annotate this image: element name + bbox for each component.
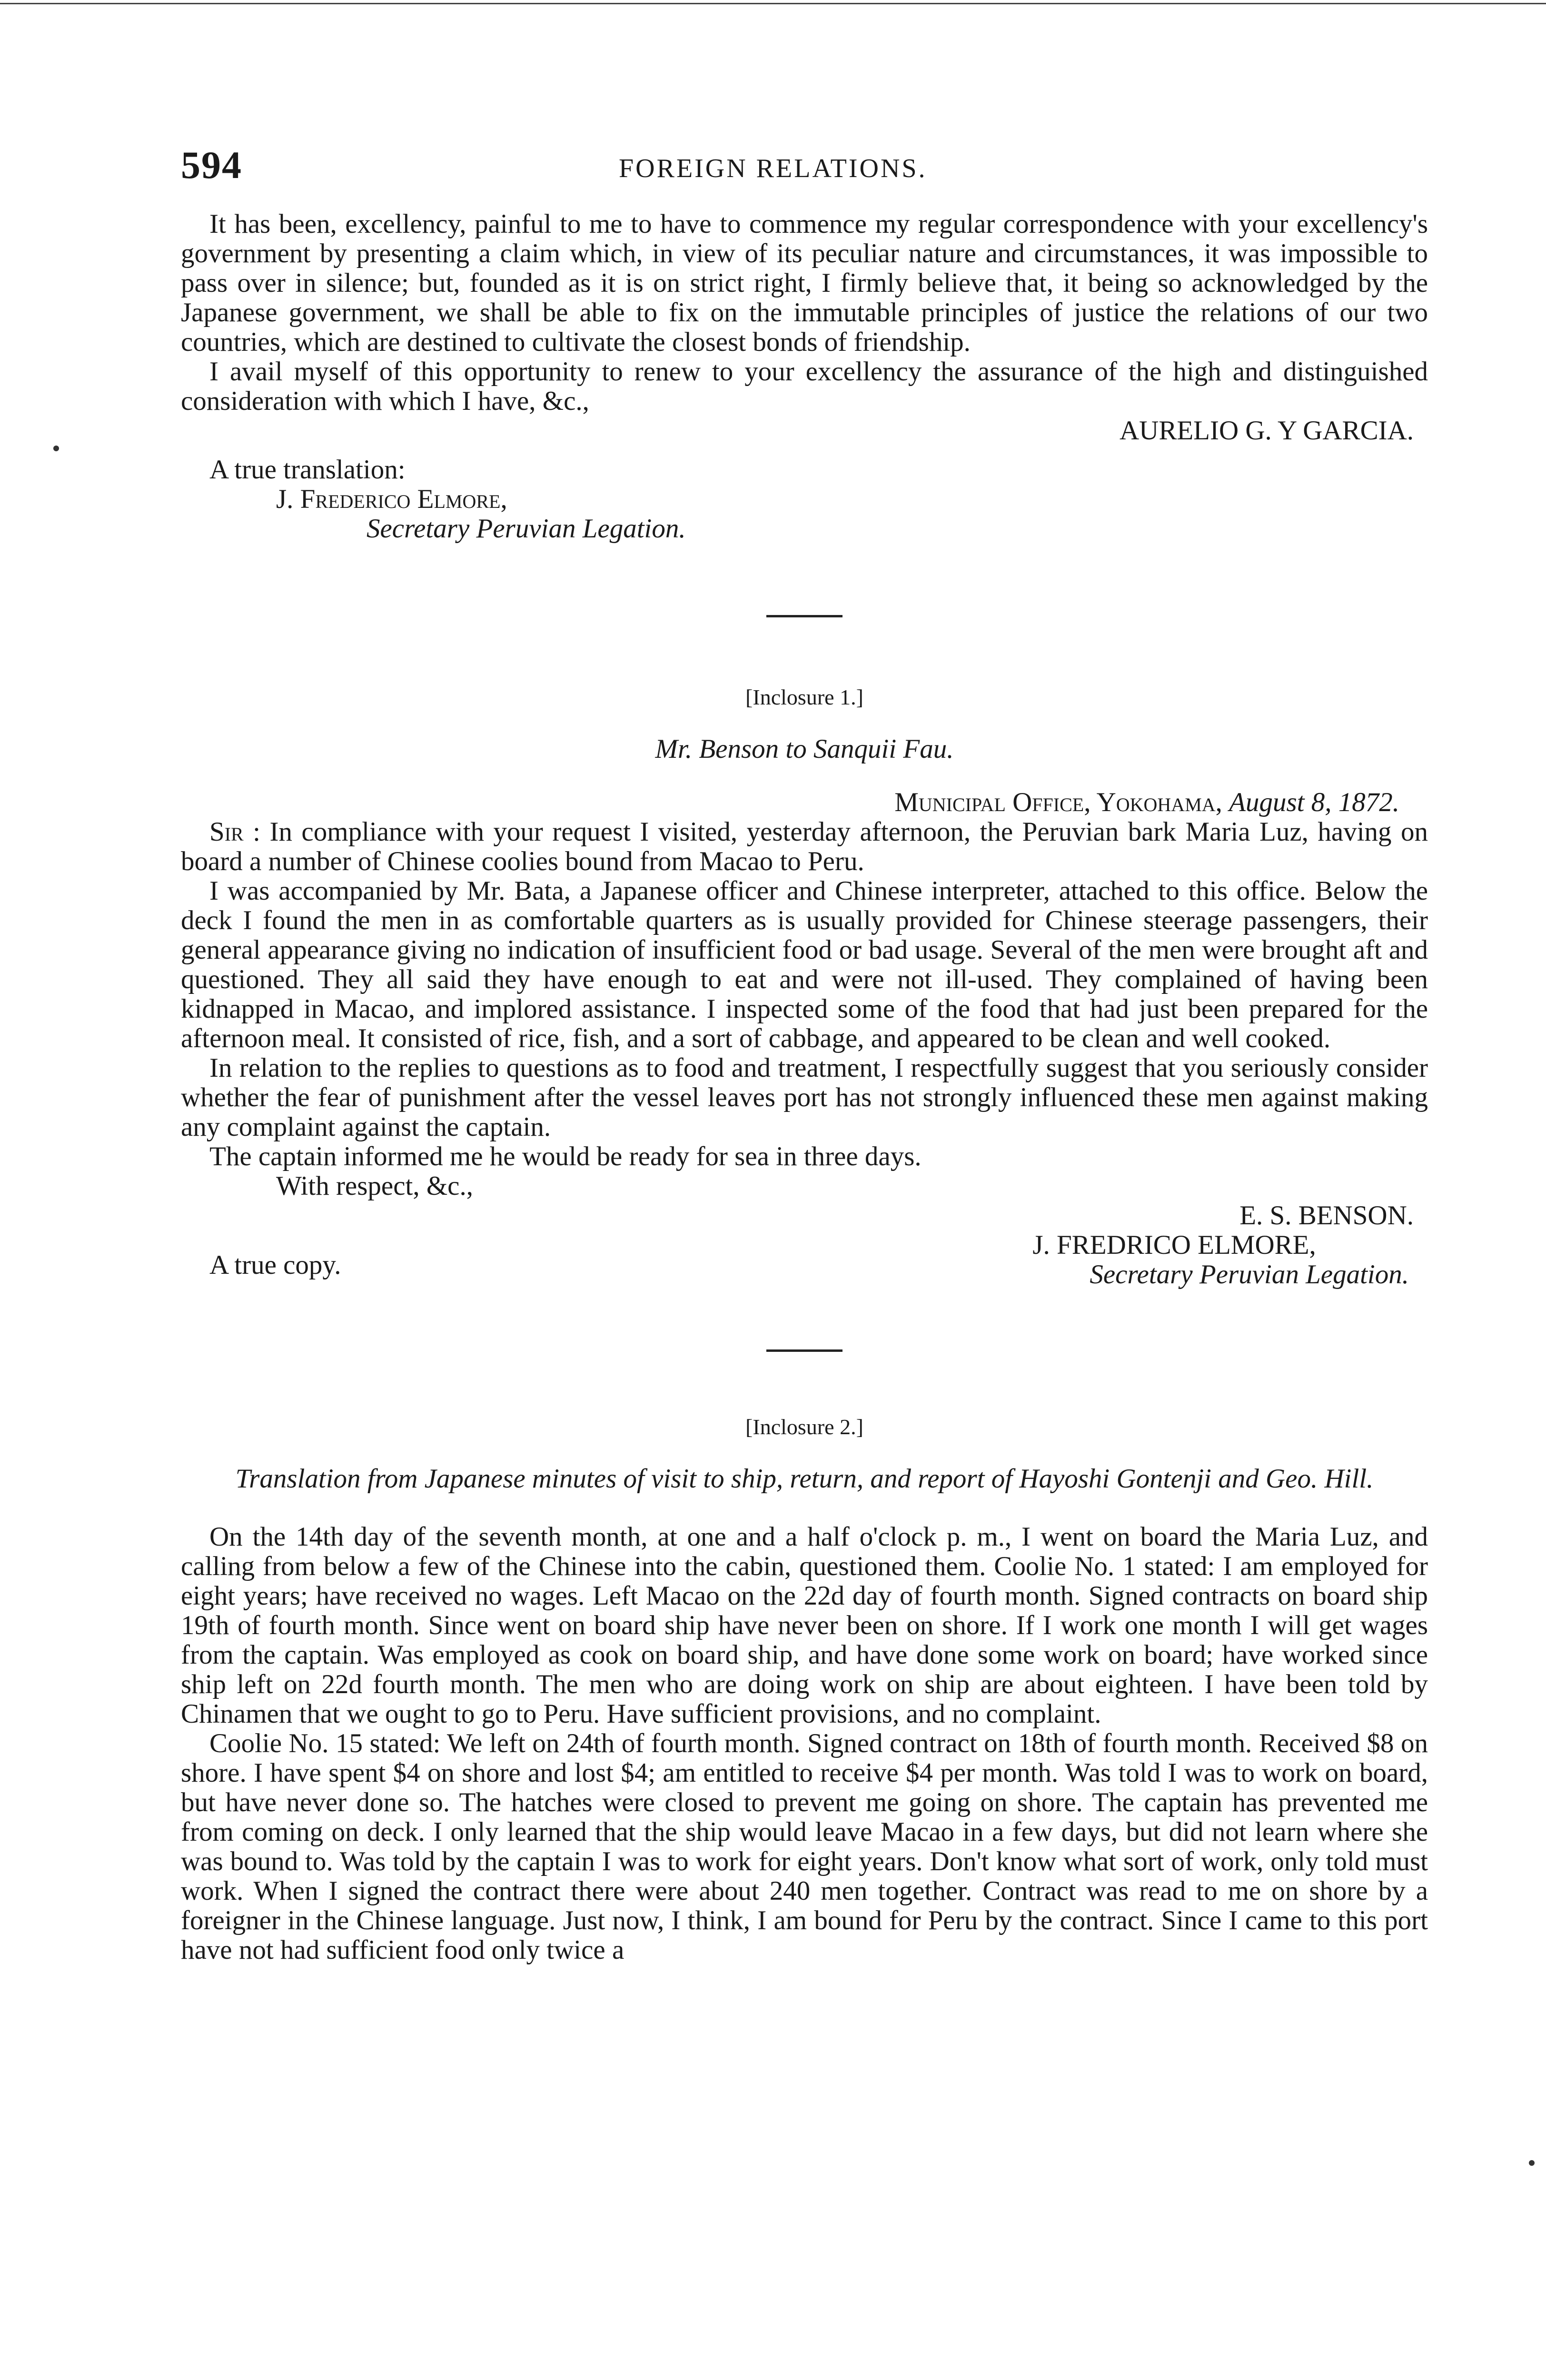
page: [181, 143, 1428, 1965]
inclosure-1-paragraph-2: I was accompanied by Mr. Bata, a Japanese officer and Chinese interpreter, attached to this office. Below the deck I found the men in as comfortable quarters as is usually provided for Chinese steerage passengers, their general appearance giving no indication of insufficient food or bad usage. Several of the men were brought aft and questioned. They all said they have enough to eat and were not ill-used. They complained of having been kidnapped in Macao, and implored assistance. I inspected some of the food that had just been prepared for the afternoon meal. It consisted of rice, fish, and a sort of cabbage, and appeared to be clean and well cooked.: [181, 876, 1428, 1053]
inclosure-2: [181, 1414, 1428, 1965]
true-copy-label: A true copy.: [209, 1250, 341, 1280]
opening-letter-end: [181, 209, 1428, 544]
inclosure-1-title: Mr. Benson to Sanquii Fau.: [655, 734, 954, 764]
margin-dot-left: [53, 446, 59, 451]
dateline-place: Municipal Office, Yokohama,: [894, 787, 1222, 817]
inclosure-2-paragraph-1: On the 14th day of the seventh month, at one and a half o'clock p. m., I went on board the Maria Luz, and calling from below a few of the Chinese into the cabin, questioned them. Coolie No. 1 stated: I am employed for eight years; have received no wages. Left Macao on the 22d day of fourth month. Signed contracts on board ship 19th of fourth month. Since went on board ship have never been on shore. If I work one month I will get wages from the captain. Was employed as cook on board ship, and have done some work on board; have worked since ship left on 22d fourth month. The men who are doing work on ship are about eighteen. I have been told by Chinamen that we ought to go to Peru. Have sufficient provisions, and no complaint.: [181, 1522, 1428, 1729]
running-title: FOREIGN RELATIONS.: [619, 154, 927, 183]
translator-name: J. Frederico Elmore,: [276, 484, 507, 514]
opening-paragraph-1: It has been, excellency, painful to me to have to commence my regular correspondence with your excellency's government by presenting a claim which, in view of its peculiar nature and circumstances, it was impossible to pass over in silence; but, founded as it is on strict right, I firmly believe that, it being so acknowledged by the Japanese government, we shall be able to fix on the immutable principles of justice the relations of our two countries, which are destined to cultivate the closest bonds of friendship.: [181, 209, 1428, 357]
running-head: [181, 143, 1428, 200]
inclosure-1-paragraph-1-text: In compliance with your request I visited, yesterday afternoon, the Peruvian bark Maria Luz, having on board a number of Chinese coolies bound from Macao to Peru.: [181, 817, 1428, 876]
inclosure-1-closing: With respect, &c.,: [276, 1171, 473, 1201]
inclosure-2-label: [Inclosure 2.]: [745, 1415, 863, 1439]
inclosure-2-paragraph-2: Coolie No. 15 stated: We left on 24th of fourth month. Signed contract on 18th of fourth month. Received $8 on shore. I have spent $4 on shore and lost $4; am entitled to receive $4 per month. Was told I was to work on board, but have never done so. The hatches were closed to prevent me going on shore. The captain has prevented me from coming on deck. I only learned that the ship would leave Macao in a few days, but did not learn where she was bound to. Was told by the captain I was to work for eight years. Don't know what sort of work, only told must work. When I signed the contract there were about 240 men together. Contract was read to me on shore by a foreigner in the Chinese language. Just now, I think, I am bound for Peru by the contract. Since I came to this port have not had sufficient food only twice a: [181, 1728, 1428, 1965]
inclosure-1-paragraph-3: In relation to the replies to questions as to food and treatment, I respectfully suggest that you seriously consider whether the fear of punishment after the vessel leaves port has not strongly influenced these men against making any complaint against the captain.: [181, 1053, 1428, 1142]
inclosure-1-dateline: [181, 788, 1428, 817]
section-divider-2: [766, 1349, 842, 1352]
inclosure-2-title: Translation from Japanese minutes of visit to ship, return, and report of Hayoshi Gontenji and Geo. Hill.: [235, 1464, 1374, 1494]
section-divider-1: [766, 615, 842, 617]
translator-title: Secretary Peruvian Legation.: [367, 514, 686, 544]
true-copy-block: [181, 1230, 1428, 1292]
translation-label: A true translation:: [209, 455, 406, 485]
salutation: Sir :: [209, 817, 261, 847]
page-number: 594: [181, 143, 242, 187]
garcia-signature: AURELIO G. Y GARCIA.: [1120, 416, 1414, 446]
spacer: [181, 1494, 1428, 1522]
margin-dot-right: [1529, 2160, 1535, 2166]
copier-name: J. FREDRICO ELMORE,: [1032, 1230, 1316, 1260]
benson-signature: E. S. BENSON.: [1239, 1200, 1414, 1230]
copier-block: [1032, 1230, 1409, 1289]
inclosure-1-label: [Inclosure 1.]: [745, 685, 863, 709]
inclosure-1-paragraph-4: The captain informed me he would be ready for sea in three days.: [209, 1141, 922, 1171]
opening-paragraph-2: I avail myself of this opportunity to renew to your excellency the assurance of the high and distinguished consideration with which I have, &c.,: [181, 357, 1428, 416]
inclosure-1: [181, 684, 1428, 1292]
inclosure-1-paragraph-1: [181, 817, 1428, 876]
copier-title: Secretary Peruvian Legation.: [1090, 1259, 1409, 1289]
dateline-date: August 8, 1872.: [1229, 787, 1399, 817]
top-rule: [0, 3, 1546, 4]
